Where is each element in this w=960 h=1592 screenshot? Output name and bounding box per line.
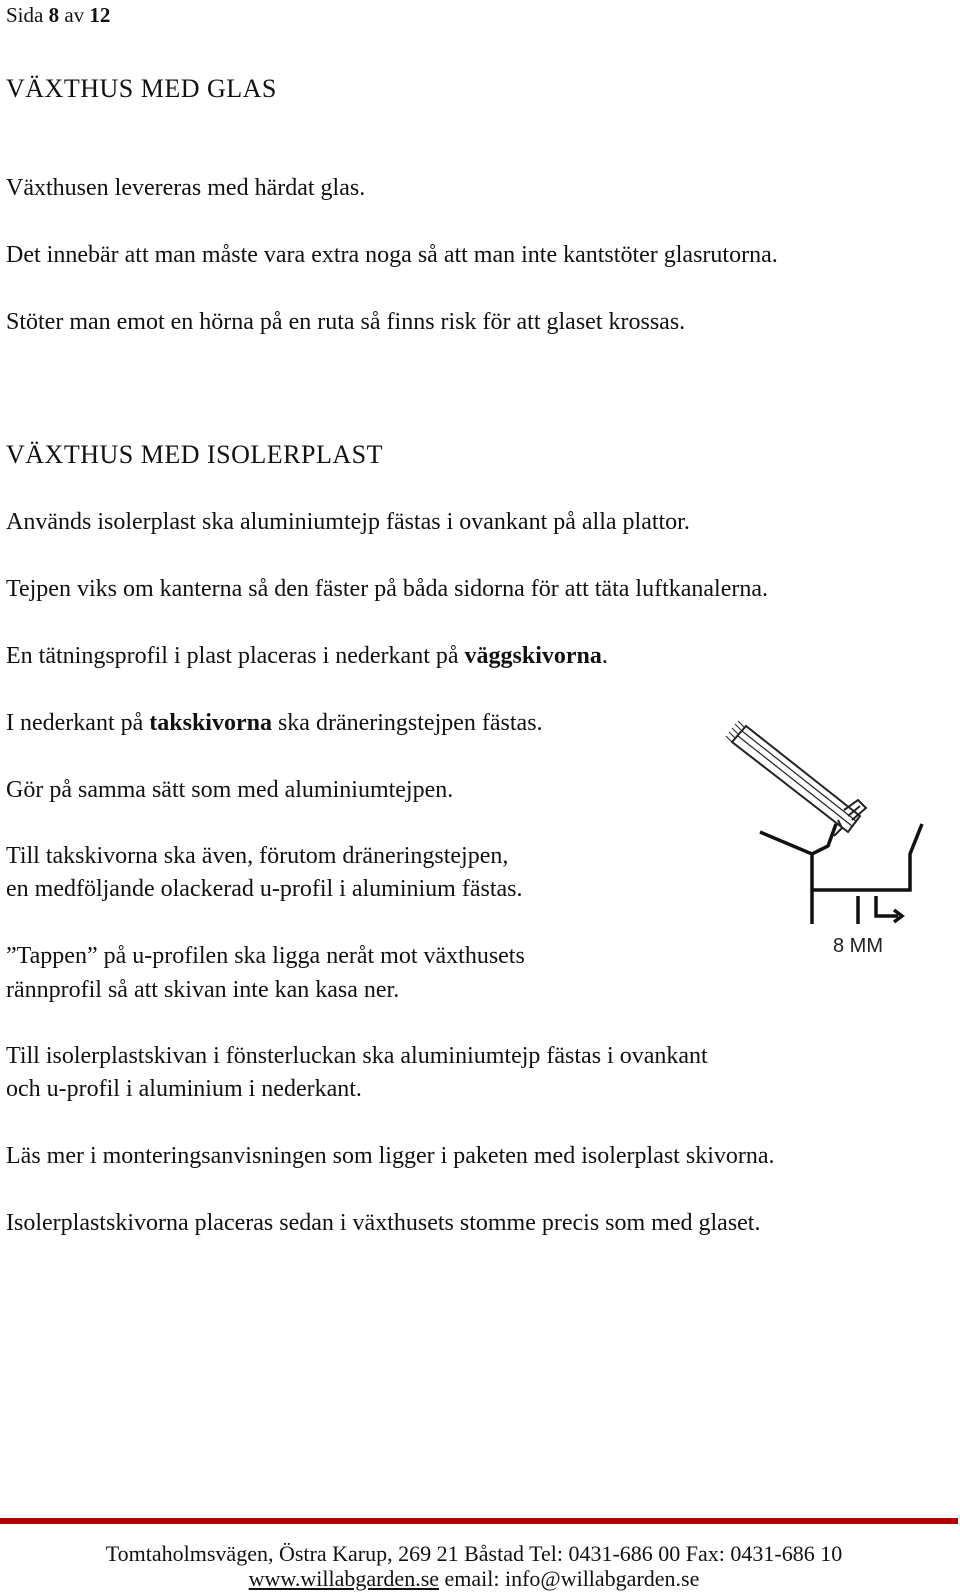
page-current: 8 — [48, 3, 60, 27]
page-separator: av — [64, 3, 85, 27]
paragraph-line: rännprofil så att skivan inte kan kasa ner. — [6, 977, 400, 1003]
footer-rule — [0, 1518, 958, 1524]
text-run: . — [601, 643, 608, 669]
paragraph: Tejpen viks om kanterna så den fäster på båda sidorna för att täta luftkanalerna. — [6, 576, 769, 602]
paragraph: Stöter man emot en hörna på en ruta så finns risk för att glaset krossas. — [6, 309, 686, 335]
footer-email: email: info@willabgarden.se — [439, 1566, 700, 1591]
emphasis-vaggskivorna: väggskivorna — [464, 643, 602, 669]
gutter-profile — [760, 824, 922, 924]
dimension-label: 8 MM — [833, 935, 883, 957]
text-run: I nederkant på — [6, 710, 150, 736]
footer-contact — [0, 1566, 948, 1592]
paragraph-line: Till takskivorna ska även, förutom dräneringstejpen, — [6, 843, 509, 869]
page-prefix: Sida — [6, 3, 44, 27]
plate-sheet — [726, 721, 860, 832]
paragraph-line: och u-profil i aluminium i nederkant. — [6, 1076, 362, 1102]
paragraph-line: ”Tappen” på u-profilen ska ligga neråt mot växthusets — [6, 943, 525, 969]
paragraph: Används isolerplast ska aluminiumtejp fästas i ovankant på alla plattor. — [6, 509, 690, 535]
paragraph: Läs mer i monteringsanvisningen som ligger i paketen med isolerplast skivorna. — [6, 1143, 775, 1169]
section-title-isolerplast: VÄXTHUS MED ISOLERPLAST — [6, 440, 383, 469]
profile-diagram — [720, 712, 940, 957]
paragraph — [6, 642, 608, 670]
text-run: ska dräneringstejpen fästas. — [271, 710, 543, 736]
section-title-glass: VÄXTHUS MED GLAS — [6, 74, 277, 103]
paragraph: Isolerplastskivorna placeras sedan i växthusets stomme precis som med glaset. — [6, 1210, 761, 1236]
text-run: En tätningsprofil i plast placeras i nederkant på — [6, 643, 465, 669]
paragraph: Det innebär att man måste vara extra noga så att man inte kantstöter glasrutorna. — [6, 242, 778, 268]
paragraph-line: en medföljande olackerad u-profil i aluminium fästas. — [6, 876, 523, 902]
website-link[interactable]: www.willabgarden.se — [248, 1566, 440, 1591]
paragraph: Växthusen levereras med härdat glas. — [6, 175, 366, 201]
emphasis-takskivorna: takskivorna — [149, 710, 272, 736]
paragraph — [6, 709, 543, 737]
footer-address: Tomtaholmsvägen, Östra Karup, 269 21 Båstad Tel: 0431-686 00 Fax: 0431-686 10 — [105, 1541, 843, 1566]
page-total: 12 — [89, 3, 111, 27]
paragraph: Gör på samma sätt som med aluminiumtejpen. — [6, 777, 454, 803]
page-number — [6, 3, 110, 27]
paragraph-line: Till isolerplastskivan i fönsterluckan ska aluminiumtejp fästas i ovankant — [6, 1043, 708, 1069]
